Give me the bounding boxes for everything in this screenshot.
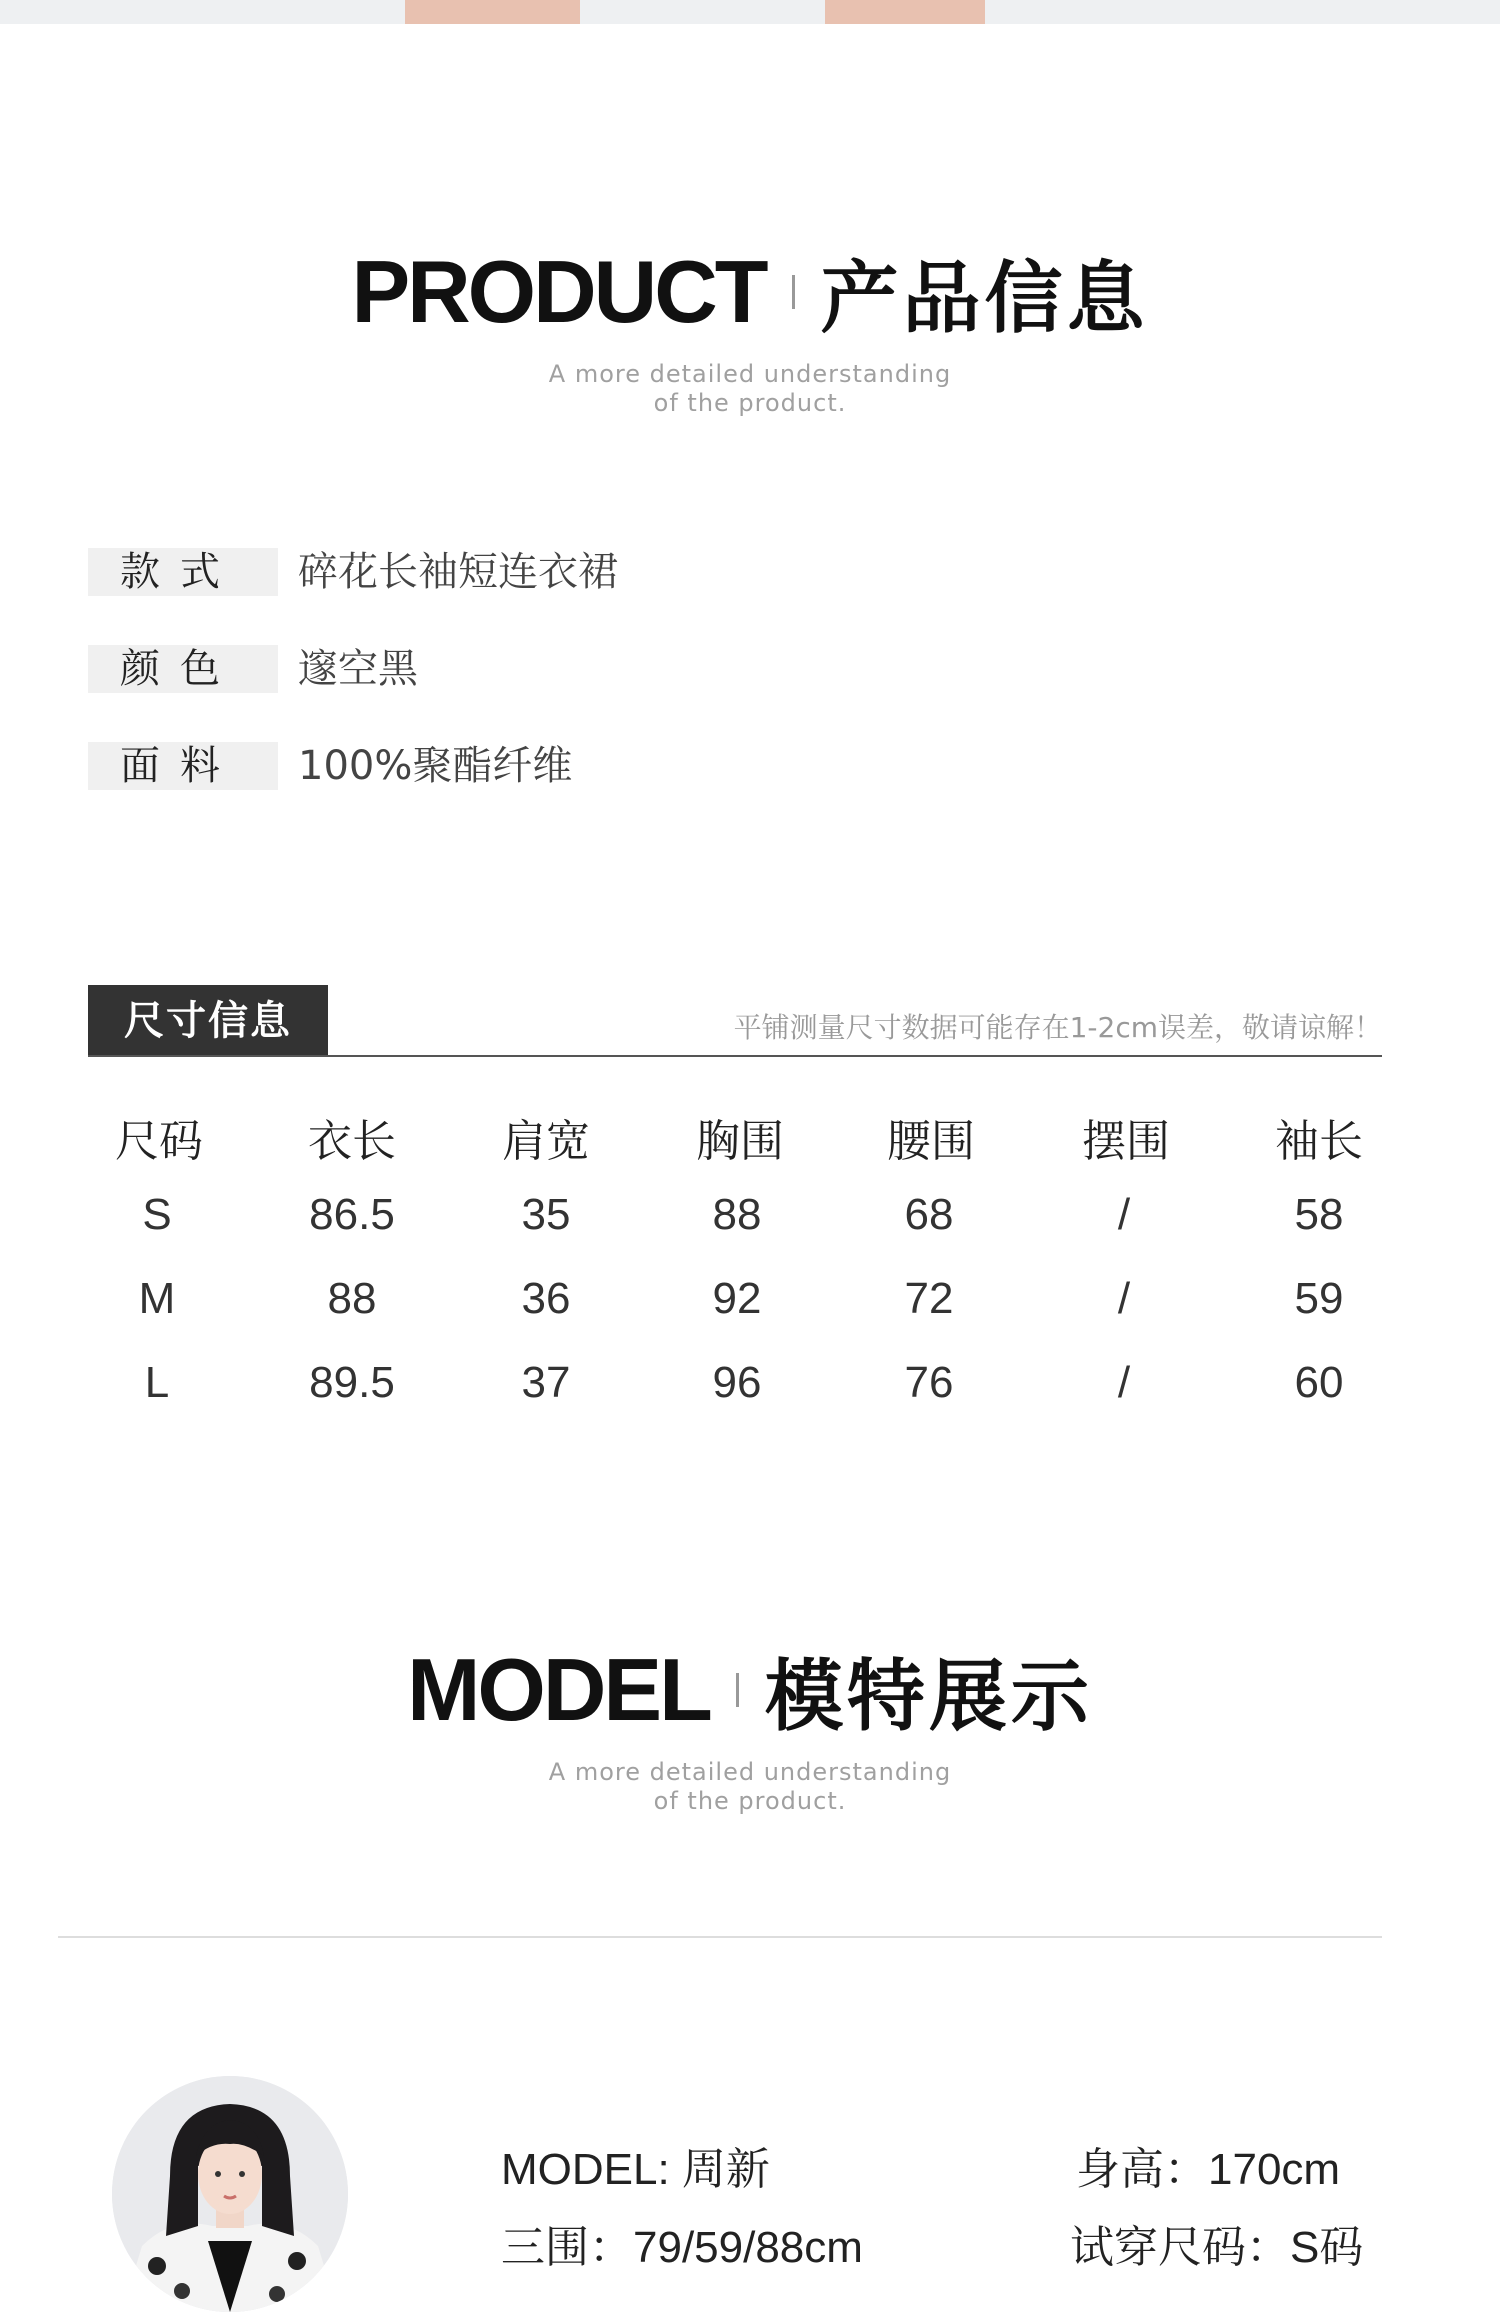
product-heading-en: PRODUCT bbox=[351, 242, 766, 341]
heading-separator bbox=[736, 1673, 739, 1707]
size-cell: 88 bbox=[327, 1274, 377, 1323]
size-header: 腰围 bbox=[887, 1116, 975, 1167]
info-key: 款式 bbox=[88, 548, 278, 596]
product-subtitle-line2: of the product. bbox=[653, 389, 847, 417]
photo-fragment bbox=[405, 0, 580, 24]
size-cell: 37 bbox=[521, 1358, 571, 1407]
size-header: 袖长 bbox=[1275, 1116, 1363, 1167]
size-cell: 88 bbox=[712, 1190, 762, 1239]
size-divider bbox=[88, 1055, 1382, 1057]
size-header: 摆围 bbox=[1082, 1116, 1170, 1167]
size-header: 胸围 bbox=[696, 1116, 784, 1167]
size-cell: 76 bbox=[904, 1358, 954, 1407]
model-name: MODEL: 周新 bbox=[501, 2145, 770, 2194]
size-cell: / bbox=[1117, 1358, 1131, 1407]
model-subtitle-line2: of the product. bbox=[653, 1787, 847, 1815]
model-subtitle bbox=[0, 1758, 1500, 1816]
size-header: 衣长 bbox=[308, 1116, 396, 1167]
size-cell: 36 bbox=[521, 1274, 571, 1323]
size-cell: 35 bbox=[521, 1190, 571, 1239]
model-subtitle-line1: A more detailed understanding bbox=[548, 1758, 952, 1786]
size-cell: 72 bbox=[904, 1274, 954, 1323]
info-key: 面料 bbox=[88, 742, 278, 790]
size-cell: M bbox=[138, 1274, 176, 1323]
size-note: 平铺测量尺寸数据可能存在1-2cm误差，敬请谅解！ bbox=[733, 1011, 1382, 1044]
size-cell: 89.5 bbox=[309, 1358, 395, 1407]
size-cell: 92 bbox=[712, 1274, 762, 1323]
info-value: 碎花长袖短连衣裙 bbox=[298, 549, 618, 595]
info-value: 邃空黑 bbox=[298, 646, 418, 692]
size-cell: / bbox=[1117, 1274, 1131, 1323]
model-size-worn: 试穿尺码：S码 bbox=[1070, 2223, 1364, 2272]
size-cell: 58 bbox=[1294, 1190, 1344, 1239]
photo-fragment bbox=[825, 0, 985, 24]
model-heading-en: MODEL bbox=[407, 1640, 710, 1739]
size-cell: 68 bbox=[904, 1190, 954, 1239]
info-value: 100%聚酯纤维 bbox=[298, 743, 573, 789]
size-header: 尺码 bbox=[115, 1116, 203, 1167]
model-height: 身高：170cm bbox=[1076, 2145, 1341, 2194]
product-heading-zh: 产品信息 bbox=[820, 254, 1149, 344]
size-cell: 59 bbox=[1294, 1274, 1344, 1323]
size-info-tab: 尺寸信息 bbox=[88, 985, 328, 1057]
model-portrait-icon bbox=[112, 2076, 348, 2312]
size-cell: L bbox=[144, 1358, 170, 1407]
size-cell: / bbox=[1117, 1190, 1131, 1239]
model-heading-zh: 模特展示 bbox=[764, 1652, 1093, 1742]
heading-separator bbox=[792, 275, 795, 309]
size-cell: S bbox=[142, 1190, 172, 1239]
product-heading bbox=[0, 236, 1500, 348]
model-divider bbox=[58, 1936, 1382, 1938]
product-subtitle bbox=[0, 360, 1500, 418]
top-photo-strip bbox=[0, 0, 1500, 24]
model-avatar bbox=[112, 2076, 348, 2312]
size-cell: 96 bbox=[712, 1358, 762, 1407]
info-key: 颜色 bbox=[88, 645, 278, 693]
model-heading bbox=[0, 1634, 1500, 1746]
product-subtitle-line1: A more detailed understanding bbox=[548, 360, 952, 388]
model-measurements: 三围：79/59/88cm bbox=[501, 2223, 863, 2272]
size-header: 肩宽 bbox=[502, 1116, 590, 1167]
size-cell: 60 bbox=[1294, 1358, 1344, 1407]
size-cell: 86.5 bbox=[309, 1190, 395, 1239]
